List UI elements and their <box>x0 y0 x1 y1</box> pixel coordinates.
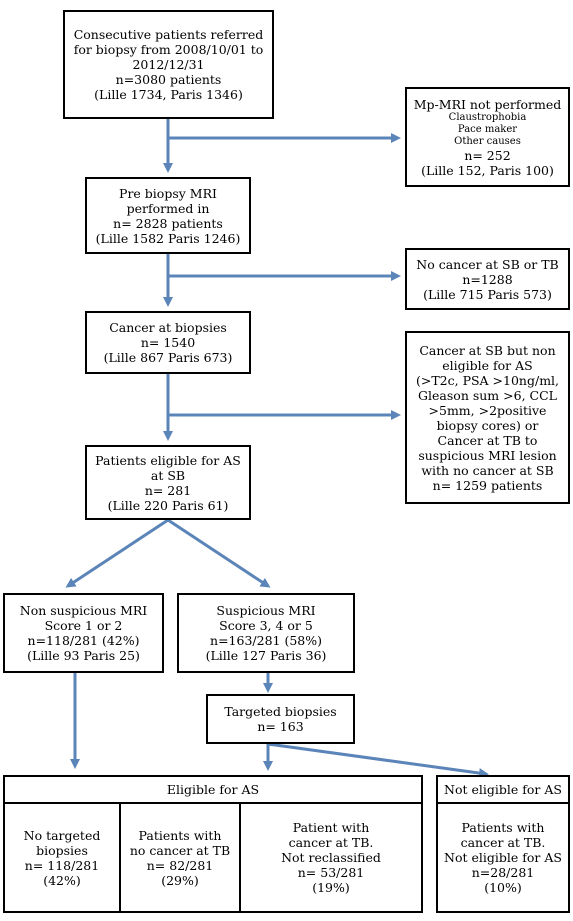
cancer-non-eligible-box <box>405 331 570 504</box>
cause-pace-maker: Pace maker <box>457 123 518 135</box>
box-line: >5mm, >2positive <box>428 402 547 418</box>
cell-line: biopsies <box>36 842 88 858</box>
arrow-to-non-suspicious <box>68 520 168 586</box>
cell-line: (42%) <box>43 872 81 888</box>
consecutive-patients-box <box>63 10 274 119</box>
mp-mri-not-performed-box <box>405 87 570 187</box>
box-line: Patients eligible for AS <box>95 452 241 468</box>
cell-line: Patients with <box>461 820 545 835</box>
cell-line: Not reclassified <box>281 850 381 865</box>
cause-claustrophobia: Claustrophobia <box>448 111 527 123</box>
cancer-at-tb-not-reclassified-cell <box>241 804 421 911</box>
box-line: suspicious MRI lesion <box>418 447 557 463</box>
box-line: n= 281 <box>144 482 192 498</box>
box-line: biopsy cores) or <box>436 417 539 433</box>
box-line: Non suspicious MRI <box>19 603 148 618</box>
cell-line: n= 53/281 <box>297 865 365 880</box>
not-eligible-for-as-table <box>436 775 570 913</box>
box-line: at SB <box>150 467 186 483</box>
box-line: n= 1540 <box>140 335 196 350</box>
box-line: Cancer at TB to <box>437 432 538 448</box>
box-line: n=3080 patients <box>115 72 222 87</box>
box-line: (Lille 1582 Paris 1246) <box>95 230 241 246</box>
cell-line: n= 118/281 <box>24 857 100 873</box>
not-eligible-header: Not eligible for AS <box>438 777 568 804</box>
suspicious-mri-box <box>177 593 355 673</box>
box-line: Pre biopsy MRI <box>119 185 217 201</box>
arrow-targeted-to-not-eligible <box>268 744 486 774</box>
box-line: Score 1 or 2 <box>44 618 123 633</box>
box-line: Suspicious MRI <box>216 603 316 618</box>
cell-line: cancer at TB. <box>460 835 546 850</box>
cell-line: n=28/281 <box>471 865 535 880</box>
box-line: performed in <box>126 200 210 216</box>
cell-line: Patient with <box>292 820 370 835</box>
box-line: n=1288 <box>462 271 513 287</box>
box-line: (>T2c, PSA >10ng/ml, <box>415 372 560 388</box>
box-line: Targeted biopsies <box>224 704 337 719</box>
box-title: Mp-MRI not performed <box>413 96 562 112</box>
cell-line: No targeted <box>23 827 101 843</box>
box-count-split: (Lille 152, Paris 100) <box>421 162 554 178</box>
box-line: (Lille 1734, Paris 1346) <box>94 87 243 102</box>
box-line: for biopsy from 2008/10/01 to <box>73 42 264 57</box>
non-suspicious-mri-box <box>3 593 164 673</box>
box-line: (Lille 715 Paris 573) <box>423 286 552 302</box>
cancer-at-tb-not-eligible-cell <box>438 804 568 911</box>
box-line: n= 163 <box>257 719 304 734</box>
arrow-to-suspicious <box>168 520 268 586</box>
cell-line: Patients with <box>138 827 222 843</box>
box-line: No cancer at SB or TB <box>416 256 559 272</box>
cell-line: (29%) <box>161 872 199 888</box>
cell-line: n= 82/281 <box>146 857 214 873</box>
cell-line: no cancer at TB <box>129 842 231 858</box>
box-line: with no cancer at SB <box>421 462 554 478</box>
box-line: Cancer at SB but non <box>419 342 556 358</box>
box-line: Cancer at biopsies <box>109 320 227 335</box>
box-count: n= 252 <box>464 147 511 163</box>
box-line: 2012/12/31 <box>132 57 205 72</box>
box-line: Gleason sum >6, CCL <box>418 387 557 403</box>
cancer-at-biopsies-box <box>85 311 251 374</box>
no-targeted-biopsies-cell <box>5 804 119 911</box>
box-line: n=118/281 (42%) <box>27 633 140 648</box>
pre-biopsy-mri-box <box>85 177 251 254</box>
box-line: (Lille 127 Paris 36) <box>205 648 327 663</box>
eligible-for-as-table <box>3 775 423 913</box>
cell-line: Not eligible for AS <box>444 850 562 865</box>
box-line: (Lille 867 Paris 673) <box>103 350 233 365</box>
box-line: (Lille 93 Paris 25) <box>27 648 140 663</box>
cell-line: cancer at TB. <box>288 835 374 850</box>
box-line: Score 3, 4 or 5 <box>219 618 313 633</box>
box-line: n= 1259 patients <box>432 477 543 493</box>
eligible-header: Eligible for AS <box>5 777 421 804</box>
targeted-biopsies-box <box>206 694 355 744</box>
box-line: (Lille 220 Paris 61) <box>107 497 229 513</box>
cause-other: Other causes <box>454 135 521 147</box>
no-cancer-at-tb-cell <box>121 804 239 911</box>
patients-eligible-as-box <box>85 445 251 520</box>
box-line: n= 2828 patients <box>113 215 223 231</box>
cell-line: (10%) <box>484 880 522 895</box>
box-line: n=163/281 (58%) <box>210 633 322 648</box>
cell-line: (19%) <box>312 880 350 895</box>
box-line: eligible for AS <box>442 357 533 373</box>
box-line: Consecutive patients referred <box>73 27 264 42</box>
no-cancer-box <box>405 248 570 310</box>
